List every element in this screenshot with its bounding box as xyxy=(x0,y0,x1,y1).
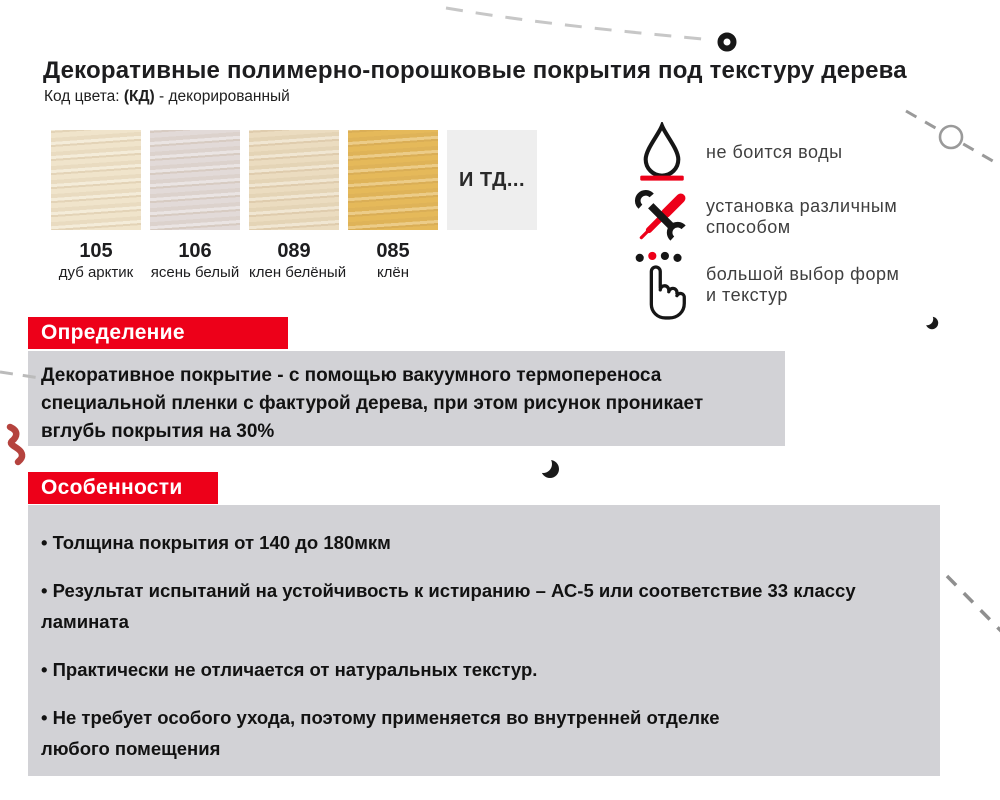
swatch-tile-106 xyxy=(150,130,240,230)
swatch-code: 106 xyxy=(178,240,212,262)
swatch-row xyxy=(51,130,537,281)
swatch-085 xyxy=(348,130,438,281)
features-panel xyxy=(28,505,940,776)
donut-dot-decoration xyxy=(721,36,734,49)
swatch-name: клён xyxy=(376,264,410,281)
swatch-tile-085 xyxy=(348,130,438,230)
feature-bullet: • Не требует особого ухода, поэтому применяется во внутренней отделке любого помещения xyxy=(41,707,720,759)
water-drop-icon xyxy=(630,122,694,184)
feature-installation xyxy=(630,186,970,248)
top-dashed-curve xyxy=(446,8,702,39)
feature-label: большой выбор форм и текстур xyxy=(706,263,900,305)
feature-label: установка различным способом xyxy=(706,195,898,237)
swatch-etc xyxy=(447,130,537,281)
page-title: Декоративные полимерно-порошковые покрытия под текстуру дерева xyxy=(43,57,907,84)
feature-choice xyxy=(630,250,970,320)
color-code-suffix: - декорированный xyxy=(154,88,290,105)
color-code-prefix: Код цвета: xyxy=(44,88,124,105)
definition-text-line: вглубь покрытия на 30% xyxy=(41,421,275,442)
icon-feature-list xyxy=(630,122,970,320)
feature-bullet: • Практически не отличается от натуральных текстур. xyxy=(41,659,538,680)
swatch-code: 085 xyxy=(376,240,410,262)
definition-panel xyxy=(28,351,785,446)
swatch-name: дуб арктик xyxy=(58,264,134,281)
bottom-right-dashed-line xyxy=(947,576,1000,634)
hand-choice-icon xyxy=(630,250,694,320)
feature-label: не боится воды xyxy=(706,142,843,163)
swatch-name: клен белёный xyxy=(249,264,347,281)
swatch-tile-105 xyxy=(51,130,141,230)
red-squiggle-decoration xyxy=(10,427,22,462)
comma-decoration-large xyxy=(534,455,559,478)
swatch-089 xyxy=(249,130,347,281)
features-heading: Особенности xyxy=(28,472,218,504)
swatch-106 xyxy=(150,130,240,281)
tools-icon xyxy=(630,186,694,248)
feature-bullet: • Результат испытаний на устойчивость к истиранию – АС-5 или соответствие 33 классу ламината xyxy=(41,580,856,632)
swatch-105 xyxy=(51,130,141,281)
definition-text-line: специальной пленки с фактурой дерева, при этом рисунок проникает xyxy=(41,393,704,414)
color-code-value: (КД) xyxy=(123,88,155,105)
swatch-tile-etc: И ТД... xyxy=(447,130,537,230)
swatch-code: 089 xyxy=(277,240,311,262)
feature-waterproof xyxy=(630,122,970,184)
definition-text-line: Декоративное покрытие - с помощью вакуумного термопереноса xyxy=(41,365,662,386)
definition-heading: Определение xyxy=(28,317,288,349)
swatch-tile-089 xyxy=(249,130,339,230)
feature-bullet: • Толщина покрытия от 140 до 180мкм xyxy=(41,532,391,553)
color-code-line xyxy=(44,88,290,106)
swatch-code: 105 xyxy=(79,240,113,262)
swatch-name: ясень белый xyxy=(150,264,240,281)
